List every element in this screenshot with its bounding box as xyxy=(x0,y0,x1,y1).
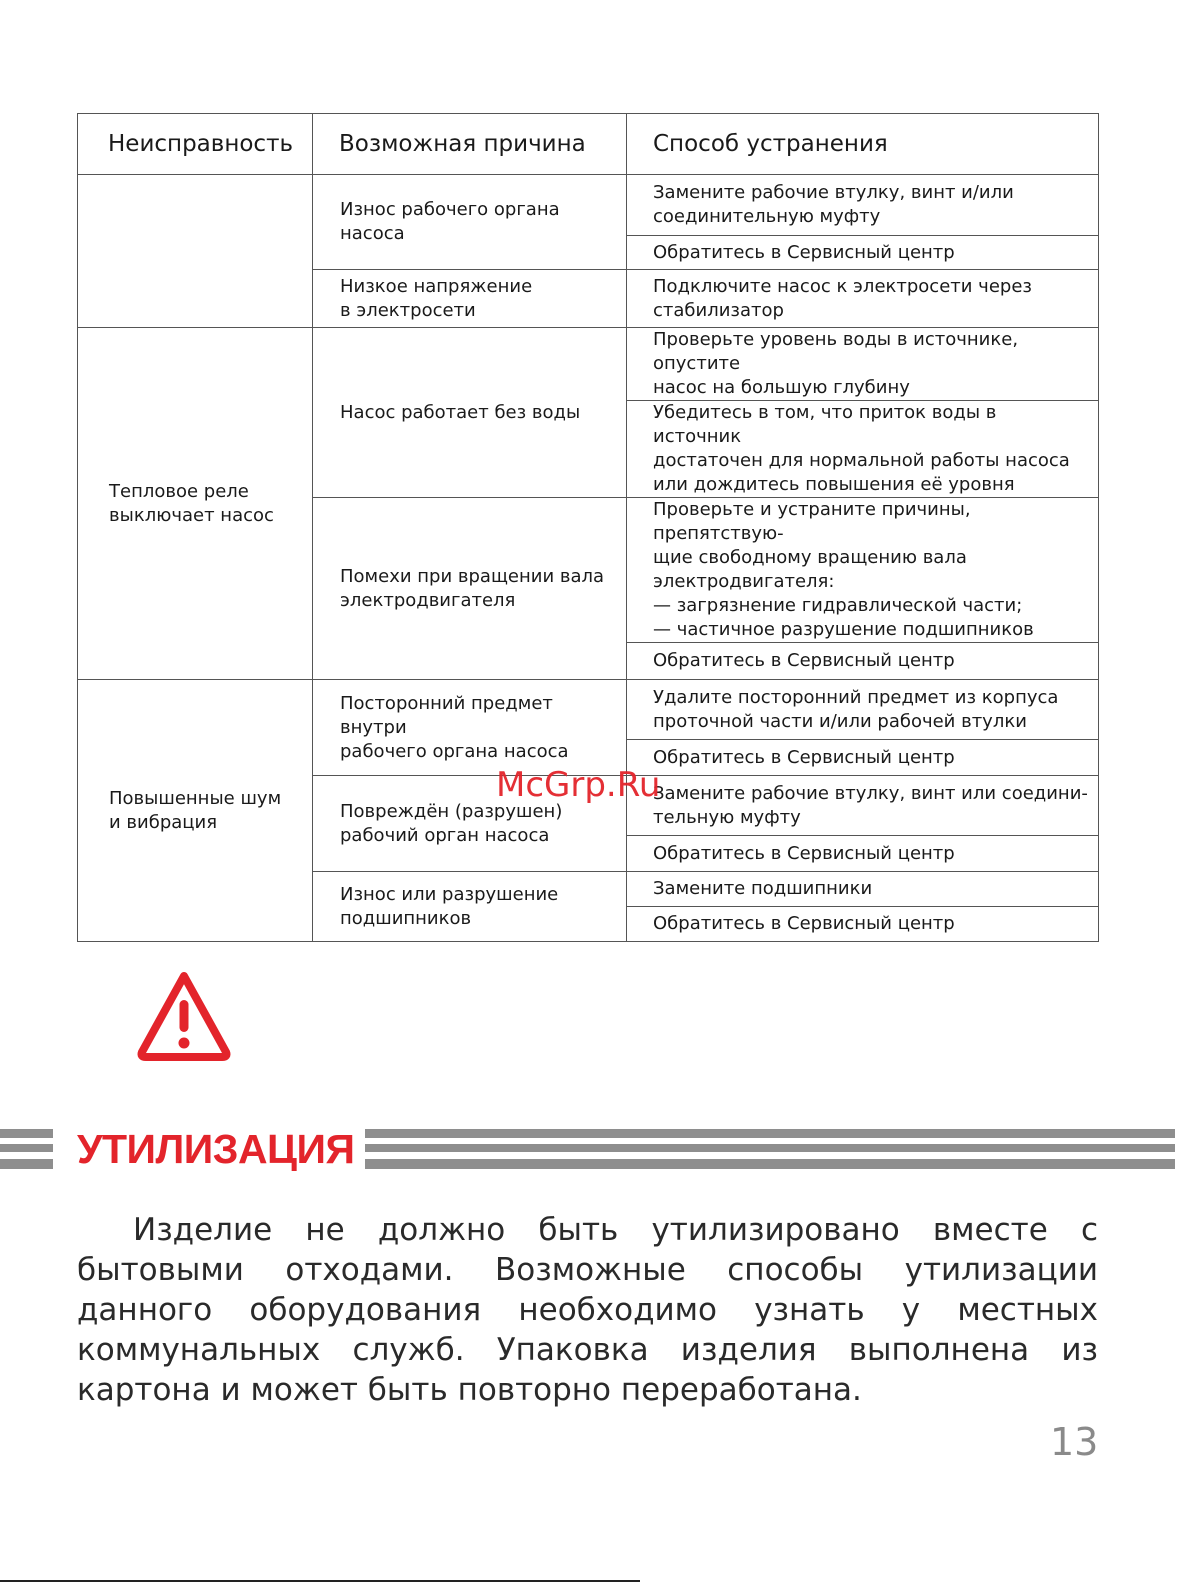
page-number: 13 xyxy=(1050,1420,1099,1464)
fix-cell: Удалите посторонний предмет из корпуса проточной части и/или рабочей втулки xyxy=(627,680,1099,740)
watermark: McGrp.Ru xyxy=(496,765,661,805)
header-cause: Возможная причина xyxy=(313,114,627,175)
section-bars-left xyxy=(0,1129,53,1169)
fault-cell: Повышенные шум и вибрация xyxy=(78,680,313,942)
fix-cell: Подключите насос к электросети через стабилизатор xyxy=(627,270,1099,328)
cause-cell: Повреждён (разрушен) рабочий орган насоса xyxy=(313,776,627,872)
fix-cell: Проверьте и устраните причины, препятствую- щие свободному вращению вала электродвигателя: — загрязнение гидравлической части; — частичное разрушение подшипников xyxy=(627,498,1099,643)
table-row xyxy=(78,328,1099,401)
section-title: УТИЛИЗАЦИЯ xyxy=(77,1126,355,1172)
fix-cell: Замените подшипники xyxy=(627,872,1099,907)
fix-cell: Замените рабочие втулку, винт или соедини- тельную муфту xyxy=(627,776,1099,836)
fix-cell: Обратитесь в Сервисный центр xyxy=(627,907,1099,942)
section-header xyxy=(0,1124,1192,1170)
fault-cell-empty xyxy=(78,175,313,328)
table-header-row xyxy=(78,114,1099,175)
cause-cell: Износ или разрушение подшипников xyxy=(313,872,627,942)
fix-cell: Обратитесь в Сервисный центр xyxy=(627,236,1099,270)
cause-cell: Насос работает без воды xyxy=(313,328,627,498)
header-fix: Способ устранения xyxy=(627,114,1099,175)
disposal-paragraph: Изделие не должно быть утилизировано вместе с бытовыми отходами. Возможные способы утилизации данного оборудования необходимо узнать у местных коммунальных служб. Упаковка изделия выполнена из картона и может быть повторно переработана. xyxy=(77,1212,1098,1408)
table-row xyxy=(78,175,1099,236)
fix-cell: Замените рабочие втулку, винт и/или соединительную муфту xyxy=(627,175,1099,236)
header-fault: Неисправность xyxy=(78,114,313,175)
cause-cell: Посторонний предмет внутри рабочего органа насоса xyxy=(313,680,627,776)
fix-cell: Проверьте уровень воды в источнике, опустите насос на большую глубину xyxy=(627,328,1099,401)
section-bars-right xyxy=(365,1129,1175,1169)
fault-cell: Тепловое реле выключает насос xyxy=(78,328,313,680)
bottom-divider xyxy=(0,1580,640,1582)
warning-triangle-icon xyxy=(134,968,234,1062)
fix-cell: Обратитесь в Сервисный центр xyxy=(627,740,1099,776)
fix-cell: Обратитесь в Сервисный центр xyxy=(627,643,1099,680)
cause-cell: Низкое напряжение в электросети xyxy=(313,270,627,328)
fix-cell: Убедитесь в том, что приток воды в источник достаточен для нормальной работы насоса или дождитесь повышения её уровня xyxy=(627,401,1099,498)
table-row xyxy=(78,680,1099,740)
fix-cell: Обратитесь в Сервисный центр xyxy=(627,836,1099,872)
cause-cell: Помехи при вращении вала электродвигателя xyxy=(313,498,627,680)
troubleshooting-table xyxy=(77,113,1099,942)
cause-cell: Износ рабочего органа насоса xyxy=(313,175,627,270)
